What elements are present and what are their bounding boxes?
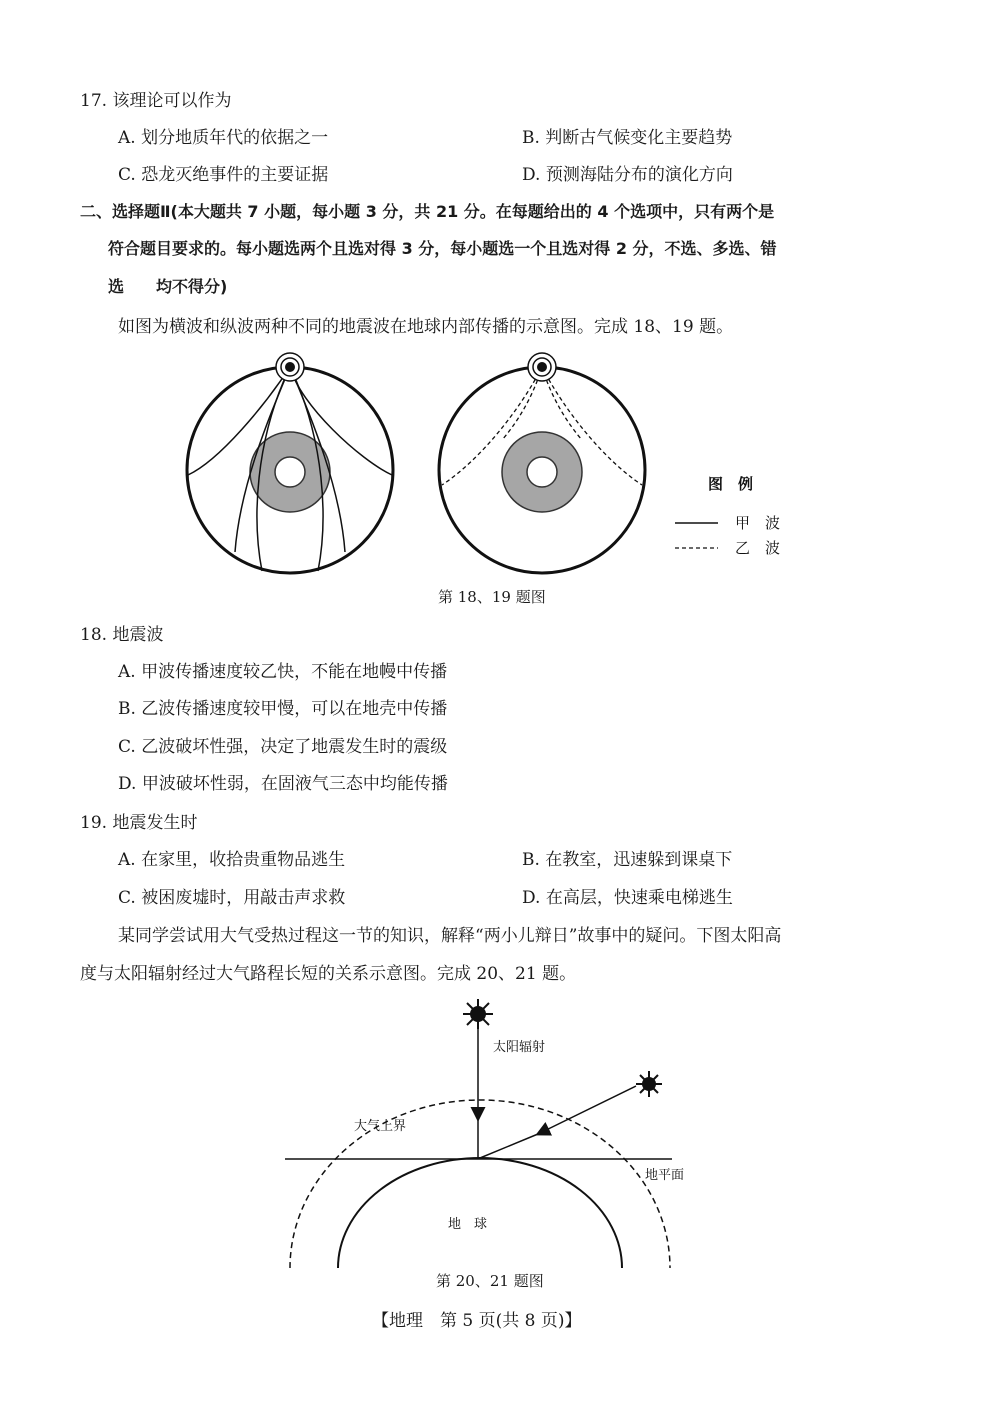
globe-left-inner-core xyxy=(275,457,305,487)
intro-20-21-line2: 度与太阳辐射经过大气路程长短的关系示意图。完成 20、21 题。 xyxy=(80,964,577,984)
epicenter-right xyxy=(537,362,547,372)
fig1-caption: 第 18、19 题图 xyxy=(438,588,546,606)
q17-option-d: D. 预测海陆分布的演化方向 xyxy=(522,165,733,185)
epicenter-left xyxy=(285,362,295,372)
section2-line1: 二、选择题Ⅱ(本大题共 7 小题，每小题 3 分，共 21 分。在每题给出的 4 个选项中，只有两个是 xyxy=(80,202,775,221)
legend-wave-a: 甲 波 xyxy=(735,514,781,532)
intro-20-21-line1: 某同学尝试用大气受热过程这一节的知识，解释“两小儿辩日”故事中的疑问。下图太阳高 xyxy=(118,926,782,946)
q18-option-d: D. 甲波破坏性弱，在固液气三态中均能传播 xyxy=(118,774,448,794)
earth-arc xyxy=(338,1158,622,1268)
label-horizon: 地平面 xyxy=(645,1168,685,1183)
oblique-ray-lower xyxy=(480,1134,538,1158)
q19-option-a: A. 在家里，收拾贵重物品逃生 xyxy=(118,850,346,870)
section2-line2: 符合题目要求的。每小题选两个且选对得 3 分，每小题选一个且选对得 2 分，不选、多选、错 xyxy=(108,239,777,258)
oblique-ray-upper xyxy=(538,1086,636,1134)
q19-stem: 19. 地震发生时 xyxy=(80,813,198,833)
sun-altitude-figure xyxy=(280,996,700,1268)
intro-18-19: 如图为横波和纵波两种不同的地震波在地球内部传播的示意图。完成 18、19 题。 xyxy=(118,317,734,337)
q17-option-a: A. 划分地质年代的依据之一 xyxy=(118,128,329,148)
q17-option-c: C. 恐龙灭绝事件的主要证据 xyxy=(118,165,329,185)
atmosphere-top-arc xyxy=(290,1100,670,1268)
q18-option-b: B. 乙波传播速度较甲慢，可以在地壳中传播 xyxy=(118,699,448,719)
seismic-wave-figure xyxy=(180,345,800,580)
section2-line3: 选 均不得分) xyxy=(108,277,228,296)
q18-stem: 18. 地震波 xyxy=(80,625,164,645)
sun-icon-top xyxy=(463,999,493,1029)
q19-option-b: B. 在教室，迅速躲到课桌下 xyxy=(522,850,733,870)
fig2-caption: 第 20、21 题图 xyxy=(436,1272,544,1290)
globe-right-inner-core xyxy=(527,457,557,487)
q17-stem: 17. 该理论可以作为 xyxy=(80,91,232,111)
legend-title: 图 例 xyxy=(708,475,754,493)
q17-option-b: B. 判断古气候变化主要趋势 xyxy=(522,128,733,148)
q19-option-c: C. 被困废墟时，用敲击声求救 xyxy=(118,888,346,908)
sun-icon-oblique xyxy=(636,1071,662,1097)
q19-option-d: D. 在高层，快速乘电梯逃生 xyxy=(522,888,733,908)
q18-option-c: C. 乙波破坏性强，决定了地震发生时的震级 xyxy=(118,737,448,757)
legend-wave-b: 乙 波 xyxy=(735,539,781,557)
label-atmosphere-top: 大气上界 xyxy=(354,1119,407,1134)
q18-option-a: A. 甲波传播速度较乙快，不能在地幔中传播 xyxy=(118,662,448,682)
label-solar-radiation: 太阳辐射 xyxy=(493,1040,546,1055)
label-earth: 地 球 xyxy=(448,1217,488,1232)
page-footer: 【地理 第 5 页(共 8 页)】 xyxy=(372,1311,582,1331)
